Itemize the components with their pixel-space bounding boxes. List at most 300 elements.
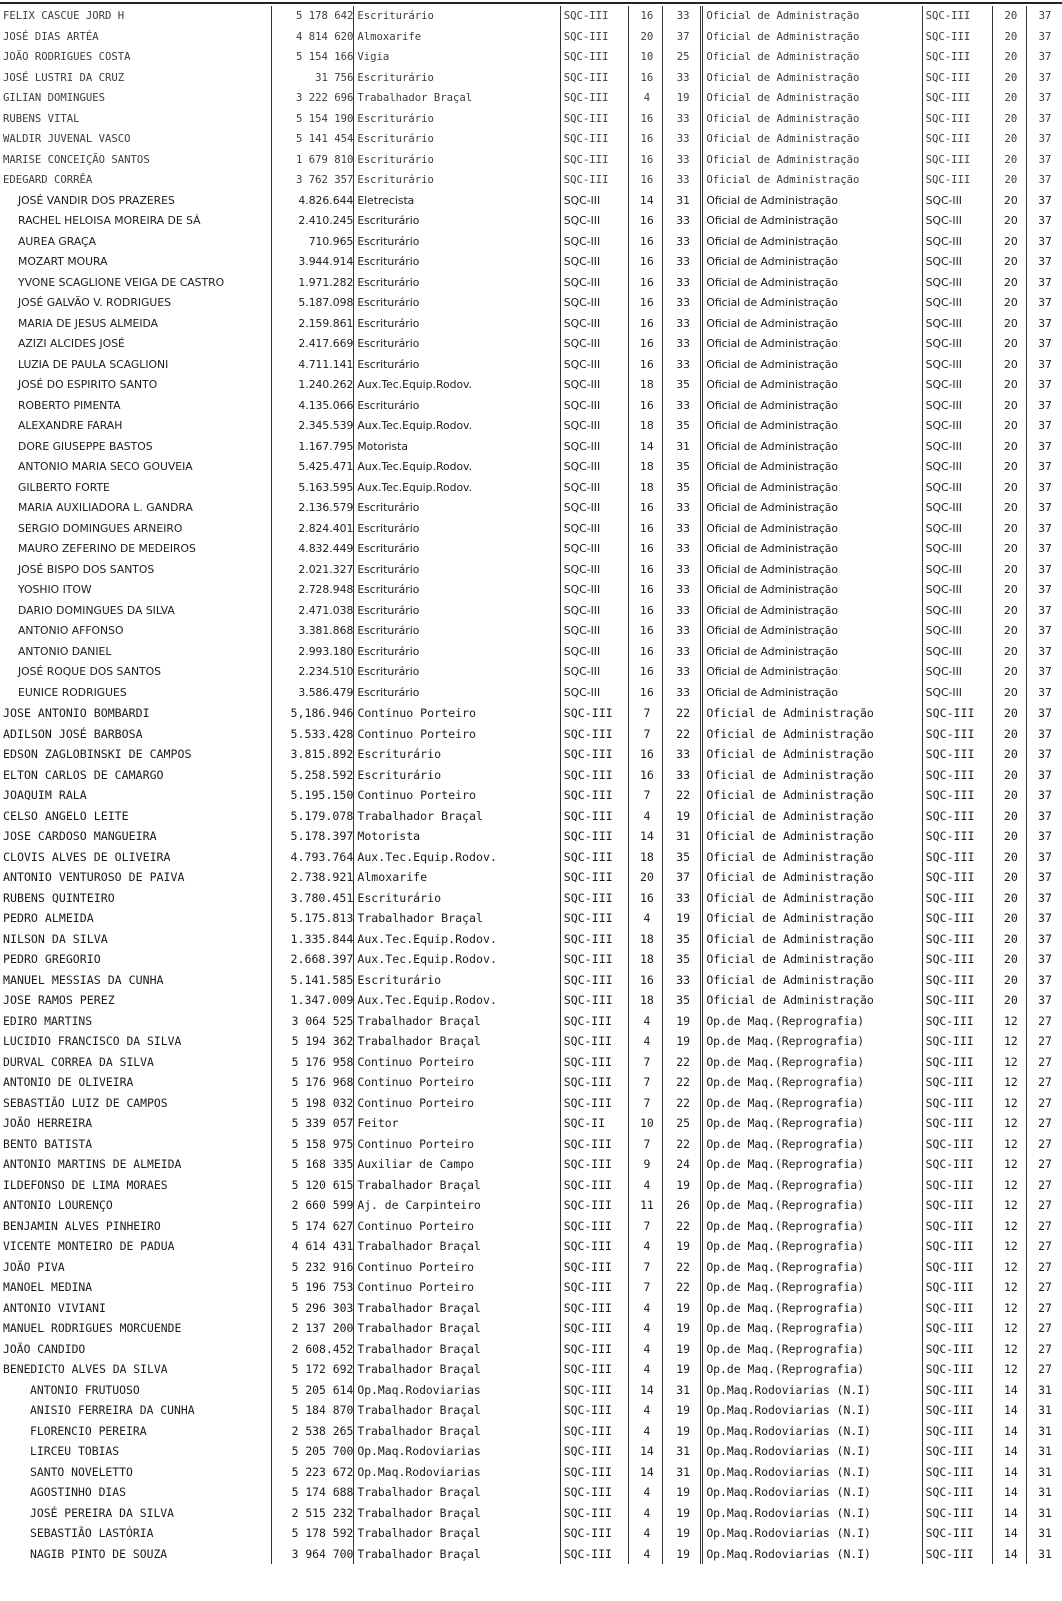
new-grade: 14 (992, 1482, 1026, 1503)
current-table: SQC-III (560, 1031, 628, 1052)
employee-name: ANTONIO AFFONSO (18, 624, 124, 637)
current-level: 19 (662, 1523, 701, 1544)
employee-name: ILDEFONSO DE LIMA MORAES (3, 1177, 168, 1192)
new-table: SQC-III (922, 949, 992, 970)
employee-name: RUBENS VITAL (3, 112, 80, 125)
current-level: 35 (662, 416, 701, 437)
employee-name: ANTONIO LOURENÇO (3, 1198, 113, 1212)
table-row (0, 109, 1060, 130)
current-position: Escriturário (354, 68, 560, 89)
current-table: SQC-III (560, 642, 628, 663)
current-position: Vigia (354, 47, 560, 68)
new-grade: 20 (992, 498, 1026, 519)
new-table: SQC-III (922, 211, 992, 232)
current-level: 24 (662, 1154, 701, 1175)
employee-name: EUNICE RODRIGUES (18, 685, 127, 699)
current-level: 25 (662, 47, 701, 68)
current-grade: 4 (628, 1400, 662, 1421)
current-level: 33 (662, 765, 701, 786)
new-table: SQC-III (922, 1134, 992, 1155)
new-level: 37 (1026, 355, 1060, 376)
new-position: Op.de Maq.(Reprografia) (702, 1339, 922, 1360)
new-grade: 20 (992, 437, 1026, 458)
employee-name: ANTONIO VIVIANI (3, 1300, 106, 1315)
employee-name: CLOVIS ALVES DE OLIVEIRA (3, 849, 171, 864)
registration-number: 710.965 (272, 232, 354, 253)
current-grade: 16 (628, 539, 662, 560)
current-grade: 14 (628, 1441, 662, 1462)
registration-number: 5 158 975 (272, 1134, 354, 1155)
new-grade: 20 (992, 970, 1026, 991)
current-level: 31 (662, 437, 701, 458)
registration-number: 5 120 615 (272, 1175, 354, 1196)
current-grade: 16 (628, 498, 662, 519)
new-position: Op.Maq.Rodoviarias (N.I) (702, 1380, 922, 1401)
new-table: SQC-III (922, 1154, 992, 1175)
top-rule (0, 2, 1062, 4)
registration-number: 5 194 362 (272, 1031, 354, 1052)
employee-name: MARISE CONCEIÇÃO SANTOS (3, 153, 150, 166)
current-table: SQC-III (560, 744, 628, 765)
new-level: 37 (1026, 478, 1060, 499)
new-position: Oficial de Administração (702, 765, 922, 786)
current-level: 19 (662, 1175, 701, 1196)
employee-name: JOSÉ PEREIRA DA SILVA (30, 1505, 175, 1520)
new-position: Oficial de Administração (702, 560, 922, 581)
employee-name: BENEDICTO ALVES DA SILVA (3, 1362, 168, 1376)
registration-number: 5 196 753 (272, 1277, 354, 1298)
current-grade: 16 (628, 580, 662, 601)
new-level: 37 (1026, 908, 1060, 929)
new-level: 31 (1026, 1441, 1060, 1462)
current-grade: 20 (628, 27, 662, 48)
new-table: SQC-III (922, 539, 992, 560)
new-level: 37 (1026, 929, 1060, 950)
current-position: Escriturário (354, 519, 560, 540)
current-grade: 7 (628, 785, 662, 806)
current-position: Escriturário (354, 662, 560, 683)
new-position: Oficial de Administração (702, 109, 922, 130)
new-level: 27 (1026, 1236, 1060, 1257)
current-position: Escriturário (354, 273, 560, 294)
new-position: Op.de Maq.(Reprografia) (702, 1318, 922, 1339)
current-level: 33 (662, 642, 701, 663)
current-grade: 16 (628, 273, 662, 294)
new-position: Op.de Maq.(Reprografia) (702, 1072, 922, 1093)
new-position: Oficial de Administração (702, 191, 922, 212)
current-level: 19 (662, 1544, 701, 1565)
new-grade: 20 (992, 416, 1026, 437)
new-position: Oficial de Administração (702, 170, 922, 191)
new-grade: 12 (992, 1257, 1026, 1278)
new-grade: 20 (992, 785, 1026, 806)
current-table: SQC-III (560, 314, 628, 335)
registration-number: 2.417.669 (272, 334, 354, 355)
employee-name: SEBASTIÃO LUIZ DE CAMPOS (3, 1095, 168, 1110)
current-level: 22 (662, 724, 701, 745)
new-table: SQC-III (922, 642, 992, 663)
new-level: 31 (1026, 1544, 1060, 1565)
new-grade: 20 (992, 601, 1026, 622)
current-grade: 4 (628, 806, 662, 827)
employee-name: DORE GIUSEPPE BASTOS (18, 439, 153, 453)
new-table: SQC-III (922, 1482, 992, 1503)
employee-name: ANTONIO DANIEL (18, 644, 112, 658)
new-level: 37 (1026, 744, 1060, 765)
new-table: SQC-III (922, 806, 992, 827)
registration-number: 3.780.451 (272, 888, 354, 909)
new-grade: 20 (992, 88, 1026, 109)
current-position: Escriturário (354, 765, 560, 786)
current-position: Aux.Tec.Equip.Rodov. (354, 949, 560, 970)
current-level: 31 (662, 191, 701, 212)
registration-number: 2.824.401 (272, 519, 354, 540)
registration-number: 2.159.861 (272, 314, 354, 335)
current-level: 33 (662, 129, 701, 150)
registration-number: 4.711.141 (272, 355, 354, 376)
table-row (0, 519, 1060, 540)
current-level: 33 (662, 539, 701, 560)
current-level: 33 (662, 314, 701, 335)
new-table: SQC-III (922, 1072, 992, 1093)
new-level: 37 (1026, 683, 1060, 704)
new-level: 37 (1026, 806, 1060, 827)
employee-name: SEBASTIÃO LASTÓRIA (30, 1526, 154, 1540)
new-grade: 12 (992, 1236, 1026, 1257)
new-table: SQC-III (922, 232, 992, 253)
table-row (0, 683, 1060, 704)
registration-number: 2.136.579 (272, 498, 354, 519)
current-level: 33 (662, 150, 701, 171)
current-position: Almoxarife (354, 27, 560, 48)
current-grade: 4 (628, 1359, 662, 1380)
new-level: 37 (1026, 252, 1060, 273)
new-grade: 14 (992, 1421, 1026, 1442)
employee-name: ANISIO FERREIRA DA CUNHA (30, 1403, 195, 1417)
new-grade: 20 (992, 724, 1026, 745)
current-position: Trabalhador Braçal (354, 1175, 560, 1196)
current-table: SQC-III (560, 1257, 628, 1278)
current-position: Aj. de Carpinteiro (354, 1195, 560, 1216)
current-position: Escriturário (354, 252, 560, 273)
current-level: 33 (662, 498, 701, 519)
current-position: Aux.Tec.Equip.Rodov. (354, 375, 560, 396)
current-grade: 4 (628, 1339, 662, 1360)
registration-number: 5 178 592 (272, 1523, 354, 1544)
current-grade: 10 (628, 1113, 662, 1134)
employee-name: DARIO DOMINGUES DA SILVA (18, 603, 175, 617)
current-table: SQC-III (560, 437, 628, 458)
table-row (0, 785, 1060, 806)
new-level: 37 (1026, 519, 1060, 540)
new-level: 37 (1026, 621, 1060, 642)
new-level: 27 (1026, 1134, 1060, 1155)
current-position: Continuo Porteiro (354, 785, 560, 806)
current-grade: 16 (628, 744, 662, 765)
current-grade: 14 (628, 826, 662, 847)
new-level: 37 (1026, 867, 1060, 888)
current-table: SQC-III (560, 293, 628, 314)
current-grade: 4 (628, 1544, 662, 1565)
current-level: 19 (662, 1482, 701, 1503)
current-table: SQC-III (560, 949, 628, 970)
current-table: SQC-II (560, 1113, 628, 1134)
current-grade: 16 (628, 765, 662, 786)
table-row (0, 1482, 1060, 1503)
table-row (0, 334, 1060, 355)
current-level: 22 (662, 1052, 701, 1073)
new-table: SQC-III (922, 457, 992, 478)
new-grade: 14 (992, 1462, 1026, 1483)
registration-number: 3.586.479 (272, 683, 354, 704)
new-table: SQC-III (922, 478, 992, 499)
employee-name: ANTONIO DE OLIVEIRA (3, 1075, 134, 1089)
registration-number: 5,186.946 (272, 703, 354, 724)
current-position: Escriturário (354, 334, 560, 355)
new-table: SQC-III (922, 293, 992, 314)
employee-name: JOSE ANTONIO BOMBARDI (3, 706, 150, 720)
current-grade: 20 (628, 867, 662, 888)
new-grade: 20 (992, 560, 1026, 581)
new-table: SQC-III (922, 150, 992, 171)
new-table: SQC-III (922, 970, 992, 991)
new-level: 27 (1026, 1359, 1060, 1380)
table-row (0, 437, 1060, 458)
new-level: 31 (1026, 1482, 1060, 1503)
new-level: 31 (1026, 1462, 1060, 1483)
registration-number: 5 172 692 (272, 1359, 354, 1380)
current-level: 31 (662, 1462, 701, 1483)
new-position: Op.de Maq.(Reprografia) (702, 1257, 922, 1278)
current-grade: 4 (628, 1031, 662, 1052)
current-level: 19 (662, 1359, 701, 1380)
current-position: Eletrecista (354, 191, 560, 212)
table-row (0, 252, 1060, 273)
current-table: SQC-III (560, 1216, 628, 1237)
current-position: Escriturário (354, 744, 560, 765)
current-table: SQC-III (560, 1277, 628, 1298)
new-grade: 20 (992, 129, 1026, 150)
current-grade: 14 (628, 1462, 662, 1483)
current-level: 22 (662, 785, 701, 806)
new-grade: 20 (992, 867, 1026, 888)
new-grade: 12 (992, 1195, 1026, 1216)
employee-name: WALDIR JUVENAL VASCO (3, 133, 131, 145)
new-table: SQC-III (922, 703, 992, 724)
current-level: 33 (662, 355, 701, 376)
current-position: Motorista (354, 437, 560, 458)
employee-name: MANUEL RODRIGUES MORCUENDE (3, 1321, 182, 1335)
current-position: Trabalhador Braçal (354, 1503, 560, 1524)
current-grade: 16 (628, 150, 662, 171)
table-row (0, 88, 1060, 109)
current-table: SQC-III (560, 1011, 628, 1032)
new-level: 27 (1026, 1175, 1060, 1196)
new-table: SQC-III (922, 662, 992, 683)
new-position: Oficial de Administração (702, 847, 922, 868)
new-position: Oficial de Administração (702, 232, 922, 253)
new-level: 37 (1026, 273, 1060, 294)
current-level: 33 (662, 232, 701, 253)
registration-number: 5.179.078 (272, 806, 354, 827)
current-position: Continuo Porteiro (354, 703, 560, 724)
current-grade: 4 (628, 88, 662, 109)
new-level: 27 (1026, 1052, 1060, 1073)
new-table: SQC-III (922, 68, 992, 89)
employee-name: JOÃO HERREIRA (3, 1116, 93, 1130)
current-position: Escriturário (354, 150, 560, 171)
current-grade: 14 (628, 1380, 662, 1401)
employee-name: YVONE SCAGLIONE VEIGA DE CASTRO (18, 275, 225, 289)
new-grade: 20 (992, 334, 1026, 355)
registration-number: 5.141.585 (272, 970, 354, 991)
new-table: SQC-III (922, 1052, 992, 1073)
registration-number: 1.971.282 (272, 273, 354, 294)
new-position: Oficial de Administração (702, 826, 922, 847)
current-table: SQC-III (560, 580, 628, 601)
table-row (0, 170, 1060, 191)
current-level: 33 (662, 662, 701, 683)
current-table: SQC-III (560, 560, 628, 581)
current-table: SQC-III (560, 47, 628, 68)
new-table: SQC-III (922, 6, 992, 27)
employee-name: JOSÉ DIAS ARTÉA (3, 30, 99, 43)
staff-roster-table (0, 6, 1060, 1564)
new-position: Oficial de Administração (702, 334, 922, 355)
new-position: Oficial de Administração (702, 252, 922, 273)
current-grade: 16 (628, 170, 662, 191)
current-table: SQC-III (560, 416, 628, 437)
new-level: 37 (1026, 437, 1060, 458)
current-grade: 16 (628, 334, 662, 355)
employee-name: LUZIA DE PAULA SCAGLIONI (18, 357, 169, 371)
current-table: SQC-III (560, 826, 628, 847)
current-table: SQC-III (560, 1380, 628, 1401)
current-position: Trabalhador Braçal (354, 908, 560, 929)
table-row (0, 1093, 1060, 1114)
employee-name: ADILSON JOSÉ BARBOSA (3, 726, 143, 741)
new-position: Oficial de Administração (702, 68, 922, 89)
employee-name: DURVAL CORREA DA SILVA (3, 1054, 154, 1069)
employee-name: AGOSTINHO DIAS (30, 1485, 127, 1499)
new-grade: 12 (992, 1093, 1026, 1114)
new-grade: 12 (992, 1216, 1026, 1237)
new-table: SQC-III (922, 1277, 992, 1298)
new-level: 37 (1026, 990, 1060, 1011)
new-table: SQC-III (922, 375, 992, 396)
employee-name: JOÃO CANDIDO (3, 1341, 86, 1356)
new-position: Oficial de Administração (702, 744, 922, 765)
new-grade: 20 (992, 150, 1026, 171)
new-level: 37 (1026, 334, 1060, 355)
employee-name: ANTONIO VENTUROSO DE PAIVA (3, 870, 185, 884)
current-position: Escriturário (354, 109, 560, 130)
current-position: Trabalhador Braçal (354, 1298, 560, 1319)
new-level: 37 (1026, 232, 1060, 253)
employee-name: FLORENCIO PEREIRA (30, 1423, 147, 1438)
new-level: 27 (1026, 1277, 1060, 1298)
employee-name: JOÃO RODRIGUES COSTA (3, 51, 131, 63)
current-level: 33 (662, 970, 701, 991)
new-level: 27 (1026, 1093, 1060, 1114)
table-row (0, 990, 1060, 1011)
table-row (0, 293, 1060, 314)
new-level: 31 (1026, 1421, 1060, 1442)
current-table: SQC-III (560, 1318, 628, 1339)
current-table: SQC-III (560, 888, 628, 909)
new-grade: 20 (992, 293, 1026, 314)
new-level: 37 (1026, 724, 1060, 745)
employee-name: JOSÉ VANDIR DOS PRAZERES (18, 193, 175, 207)
current-position: Op.Maq.Rodoviarias (354, 1462, 560, 1483)
current-grade: 18 (628, 457, 662, 478)
current-table: SQC-III (560, 1421, 628, 1442)
current-table: SQC-III (560, 6, 628, 27)
new-level: 31 (1026, 1400, 1060, 1421)
current-grade: 18 (628, 929, 662, 950)
new-level: 27 (1026, 1195, 1060, 1216)
registration-number: 3 222 696 (272, 88, 354, 109)
table-row (0, 129, 1060, 150)
current-position: Escriturário (354, 355, 560, 376)
new-grade: 20 (992, 929, 1026, 950)
new-position: Op.Maq.Rodoviarias (N.I) (702, 1544, 922, 1565)
current-grade: 4 (628, 908, 662, 929)
new-table: SQC-III (922, 765, 992, 786)
current-table: SQC-III (560, 88, 628, 109)
new-grade: 20 (992, 580, 1026, 601)
new-table: SQC-III (922, 1503, 992, 1524)
current-position: Escriturário (354, 396, 560, 417)
registration-number: 2.410.245 (272, 211, 354, 232)
employee-name: GILIAN DOMINGUES (3, 92, 106, 104)
table-row (0, 150, 1060, 171)
new-position: Op.Maq.Rodoviarias (N.I) (702, 1523, 922, 1544)
current-table: SQC-III (560, 765, 628, 786)
current-grade: 16 (628, 129, 662, 150)
registration-number: 2.993.180 (272, 642, 354, 663)
employee-name: RACHEL HELOISA MOREIRA DE SÁ (18, 214, 201, 227)
table-row (0, 1421, 1060, 1442)
current-level: 19 (662, 1318, 701, 1339)
employee-name: MANOEL MEDINA (3, 1280, 93, 1294)
new-table: SQC-III (922, 1113, 992, 1134)
new-position: Oficial de Administração (702, 601, 922, 622)
current-grade: 9 (628, 1154, 662, 1175)
registration-number: 5 154 190 (272, 109, 354, 130)
new-grade: 20 (992, 478, 1026, 499)
employee-name: VICENTE MONTEIRO DE PADUA (3, 1239, 175, 1253)
new-table: SQC-III (922, 170, 992, 191)
registration-number: 2 608.452 (272, 1339, 354, 1360)
current-level: 22 (662, 1072, 701, 1093)
table-row (0, 642, 1060, 663)
new-position: Oficial de Administração (702, 6, 922, 27)
new-grade: 20 (992, 252, 1026, 273)
current-position: Op.Maq.Rodoviarias (354, 1380, 560, 1401)
current-grade: 11 (628, 1195, 662, 1216)
new-position: Oficial de Administração (702, 498, 922, 519)
new-position: Op.de Maq.(Reprografia) (702, 1195, 922, 1216)
employee-name: EDIRO MARTINS (3, 1013, 93, 1028)
table-row (0, 1011, 1060, 1032)
table-row (0, 498, 1060, 519)
current-position: Trabalhador Braçal (354, 1544, 560, 1565)
registration-number: 5.175.813 (272, 908, 354, 929)
current-level: 22 (662, 703, 701, 724)
current-position: Continuo Porteiro (354, 1216, 560, 1237)
current-level: 33 (662, 621, 701, 642)
